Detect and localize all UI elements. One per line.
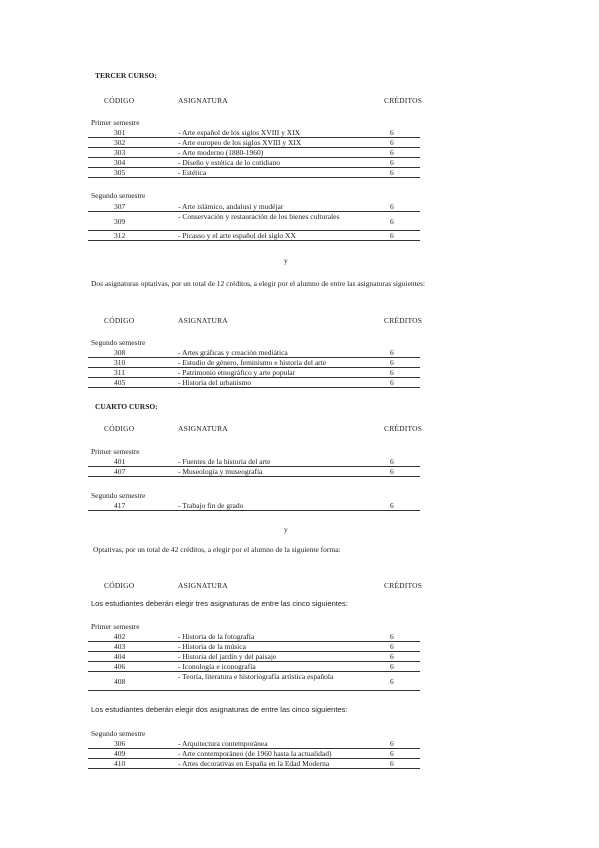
row-code: 410 [114,759,126,768]
table-row [88,500,420,511]
cuarto-opt-header-code: CÓDIGO [104,581,135,590]
row-subject: - Artes decorativas en España en la Edad Moderna [178,759,330,768]
table-row [88,167,420,178]
row-code: 405 [114,378,126,387]
row-subject: - Arte moderno (1880-1960) [178,148,264,157]
row-code: 417 [114,501,126,510]
row-subject: - Historia de la fotografía [178,632,255,641]
row-credits: 6 [390,138,394,147]
row-credits: 6 [390,231,394,240]
row-subject: - Artes gráficas y creación mediática [178,348,288,357]
row-credits: 6 [390,501,394,510]
row-code: 309 [114,217,126,226]
row-subject: - Conservación y restauración de los bienes culturales [178,212,340,221]
tercer-opt-sem-label: Segundo semestre [91,338,146,347]
row-credits: 6 [390,128,394,137]
tercer-opt-header-subject: ASIGNATURA [178,316,228,325]
row-code: 408 [114,677,126,686]
row-code: 302 [114,138,126,147]
row-code: 401 [114,457,126,466]
group2-instruction: Los estudiantes deberán elegir dos asignaturas de entre las cinco siguientes: [91,705,348,714]
row-credits: 6 [390,677,394,686]
row-credits: 6 [390,358,394,367]
row-credits: 6 [390,378,394,387]
row-subject: - Historia del urbanismo [178,378,252,387]
table-row [88,211,420,231]
cuarto-sem1-label: Primer semestre [91,447,140,456]
row-credits: 6 [390,652,394,661]
row-code: 301 [114,128,126,137]
row-credits: 6 [390,348,394,357]
row-subject: - Diseño y estética de lo cotidiano [178,158,281,167]
cuarto-opt-header-subject: ASIGNATURA [178,581,228,590]
row-subject: - Historia del jardín y del paisaje [178,652,277,661]
row-subject: - Estudio de género, feminismo e historia del arte [178,358,327,367]
row-subject: - Picasso y el arte español del siglo XX [178,231,296,240]
tercer-header-code: CÓDIGO [104,96,135,105]
row-subject: - Arquitectura contemporánea [178,739,268,748]
row-subject: - Iconología e iconografía [178,662,256,671]
row-code: 312 [114,231,126,240]
row-subject: - Arte europeo de los siglos XVIII y XIX [178,138,302,147]
row-subject: - Arte español de los siglos XVIII y XIX [178,128,301,137]
row-code: 306 [114,739,126,748]
table-row [88,671,420,691]
tercer-title: TERCER CURSO: [95,71,157,80]
row-subject: - Patrimonio etnográfico y arte popular [178,368,296,377]
group1-sem-label: Primer semestre [91,622,140,631]
row-credits: 6 [390,368,394,377]
cuarto-header-subject: ASIGNATURA [178,424,228,433]
cuarto-header-code: CÓDIGO [104,424,135,433]
row-credits: 6 [390,467,394,476]
table-row [88,758,420,769]
cuarto-header-credits: CRÉDITOS [384,424,423,433]
tercer-opt-header-code: CÓDIGO [104,316,135,325]
row-code: 305 [114,168,126,177]
conjunction-y: y [284,256,288,265]
row-subject: - Fuentes de la historia del arte [178,457,271,466]
row-code: 311 [114,368,125,377]
row-subject: - Arte islámico, andalusí y mudéjar [178,202,284,211]
row-subject: - Estética [178,168,207,177]
tercer-sem1-label: Primer semestre [91,118,140,127]
tercer-sem2-label: Segundo semestre [91,191,146,200]
cuarto-optativas-text: Optativas, por un total de 42 créditos, a elegir por el alumno de la siguiente forma: [93,545,341,554]
row-credits: 6 [390,158,394,167]
row-code: 308 [114,348,126,357]
group1-instruction: Los estudiantes deberán elegir tres asignaturas de entre las cinco siguientes: [91,599,348,608]
row-code: 404 [114,652,126,661]
row-code: 402 [114,632,126,641]
row-code: 310 [114,358,126,367]
row-code: 304 [114,158,126,167]
tercer-header-credits: CRÉDITOS [384,96,423,105]
row-code: 403 [114,642,126,651]
row-subject: - Museología y museografía [178,467,263,476]
cuarto-title: CUARTO CURSO: [95,402,158,411]
row-credits: 6 [390,457,394,466]
tercer-header-subject: ASIGNATURA [178,96,228,105]
row-credits: 6 [390,148,394,157]
row-subject: - Arte contemporáneo (de 1960 hasta la actualidad) [178,749,332,758]
table-row [88,230,420,241]
cuarto-sem2-label: Segundo semestre [91,491,146,500]
row-credits: 6 [390,662,394,671]
row-credits: 6 [390,632,394,641]
conjunction-y: y [284,525,288,534]
row-credits: 6 [390,202,394,211]
row-credits: 6 [390,759,394,768]
row-code: 406 [114,662,126,671]
tercer-opt-header-credits: CRÉDITOS [384,316,423,325]
row-credits: 6 [390,749,394,758]
row-subject: - Historia de la música [178,642,246,651]
group2-sem-label: Segundo semestre [91,729,146,738]
row-code: 407 [114,467,126,476]
row-code: 303 [114,148,126,157]
row-subject: - Trabajo fin de grado [178,501,244,510]
row-credits: 6 [390,217,394,226]
row-code: 307 [114,202,126,211]
row-subject: - Teoría, literatura e historiografía artística española [178,672,334,681]
table-row [88,466,420,477]
tercer-optativas-text: Dos asignaturas optativas, por un total de 12 créditos, a elegir por el alumno de entre las asignaturas siguientes: [91,279,426,288]
row-credits: 6 [390,739,394,748]
cuarto-opt-header-credits: CRÉDITOS [384,581,423,590]
row-credits: 6 [390,642,394,651]
table-row [88,377,420,388]
row-credits: 6 [390,168,394,177]
row-code: 409 [114,749,126,758]
